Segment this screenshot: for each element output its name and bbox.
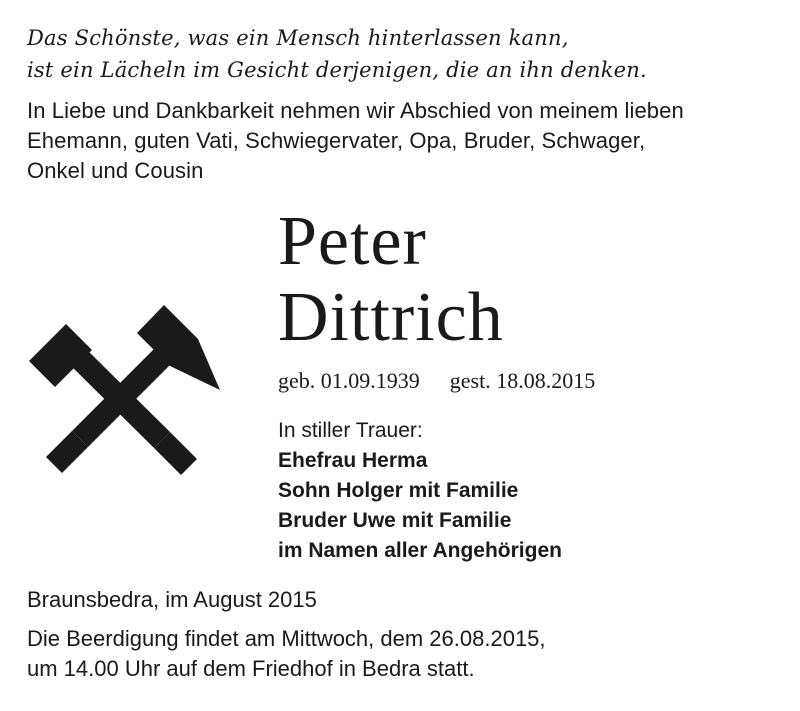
farewell-line-3: Onkel und Cousin [27, 158, 204, 183]
deceased-name [278, 204, 504, 356]
mourners-list [278, 416, 778, 566]
mourner-name: Bruder Uwe mit Familie [278, 509, 512, 532]
life-dates [278, 366, 595, 396]
farewell-line-2: Ehemann, guten Vati, Schwiegervater, Opa, Bruder, Schwager, [27, 128, 646, 153]
funeral-info [27, 624, 787, 684]
death-date: gest. 18.08.2015 [449, 368, 596, 393]
funeral-line-2: um 14.00 Uhr auf dem Friedhof in Bedra statt. [27, 656, 475, 681]
first-name: Peter [278, 203, 427, 280]
farewell-text [27, 96, 787, 186]
mourner-name: Sohn Holger mit Familie [278, 479, 519, 502]
quote-line-1: Das Schönste, was ein Mensch hinterlassen kann, [27, 26, 569, 50]
mourners-heading: In stiller Trauer: [278, 419, 423, 442]
last-name: Dittrich [278, 279, 504, 356]
funeral-line-1: Die Beerdigung findet am Mittwoch, dem 26.08.2015, [27, 626, 546, 651]
mourner-name: im Namen aller Angehörigen [278, 539, 562, 562]
hammer-and-pick-icon [28, 305, 228, 495]
mourner-name: Ehefrau Herma [278, 449, 428, 472]
memorial-quote [27, 22, 787, 86]
place-and-date: Braunsbedra, im August 2015 [27, 587, 317, 612]
farewell-line-1: In Liebe und Dankbarkeit nehmen wir Abschied von meinem lieben [27, 98, 684, 123]
quote-line-2: ist ein Lächeln im Gesicht derjenigen, die an ihn denken. [27, 58, 647, 82]
birth-date: geb. 01.09.1939 [278, 368, 420, 393]
